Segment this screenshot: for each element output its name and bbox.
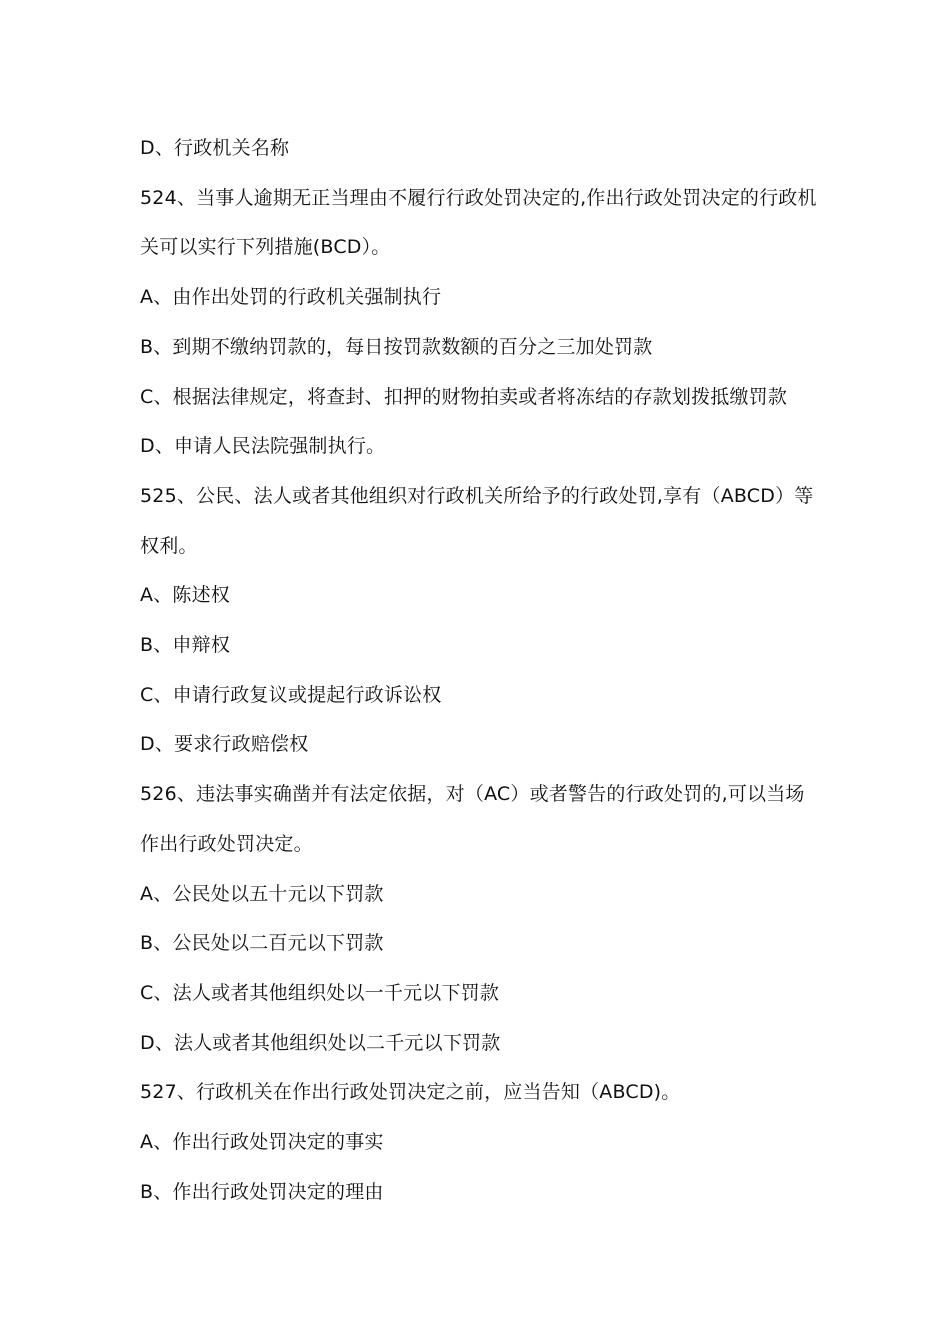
option-line: D、法人或者其他组织处以二千元以下罚款 bbox=[140, 1031, 501, 1054]
question-line-continued: 关可以实行下列措施(BCD）。 bbox=[140, 236, 391, 259]
question-line-continued: 权利。 bbox=[140, 534, 198, 557]
option-line: D、申请人民法院强制执行。 bbox=[140, 435, 386, 458]
option-line: C、根据法律规定，将查封、扣押的财物拍卖或者将冻结的存款划拨抵缴罚款 bbox=[140, 385, 788, 408]
option-line: A、公民处以五十元以下罚款 bbox=[140, 882, 384, 905]
option-line: A、陈述权 bbox=[140, 584, 230, 607]
option-line: A、作出行政处罚决定的事实 bbox=[140, 1131, 384, 1154]
document-body bbox=[140, 124, 820, 1217]
option-line: B、到期不缴纳罚款的，每日按罚款数额的百分之三加处罚款 bbox=[140, 335, 653, 358]
question-line: 524、当事人逾期无正当理由不履行行政处罚决定的,作出行政处罚决定的行政机 bbox=[140, 186, 817, 209]
option-line: B、申辩权 bbox=[140, 634, 231, 657]
question-line: 525、公民、法人或者其他组织对行政机关所给予的行政处罚,享有（ABCD）等 bbox=[140, 484, 814, 507]
question-line-continued: 作出行政处罚决定。 bbox=[140, 832, 313, 855]
option-line: D、行政机关名称 bbox=[140, 137, 290, 159]
option-line: A、由作出处罚的行政机关强制执行 bbox=[140, 286, 442, 309]
option-line: C、法人或者其他组织处以一千元以下罚款 bbox=[140, 981, 500, 1004]
option-line: C、申请行政复议或提起行政诉讼权 bbox=[140, 683, 442, 706]
option-line: D、要求行政赔偿权 bbox=[140, 733, 309, 756]
question-line: 527、行政机关在作出行政处罚决定之前，应当告知（ABCD)。 bbox=[140, 1081, 681, 1104]
option-line: B、作出行政处罚决定的理由 bbox=[140, 1180, 384, 1203]
option-line: B、公民处以二百元以下罚款 bbox=[140, 932, 384, 955]
question-line: 526、违法事实确凿并有法定依据，对（AC）或者警告的行政处罚的,可以当场 bbox=[140, 783, 805, 806]
